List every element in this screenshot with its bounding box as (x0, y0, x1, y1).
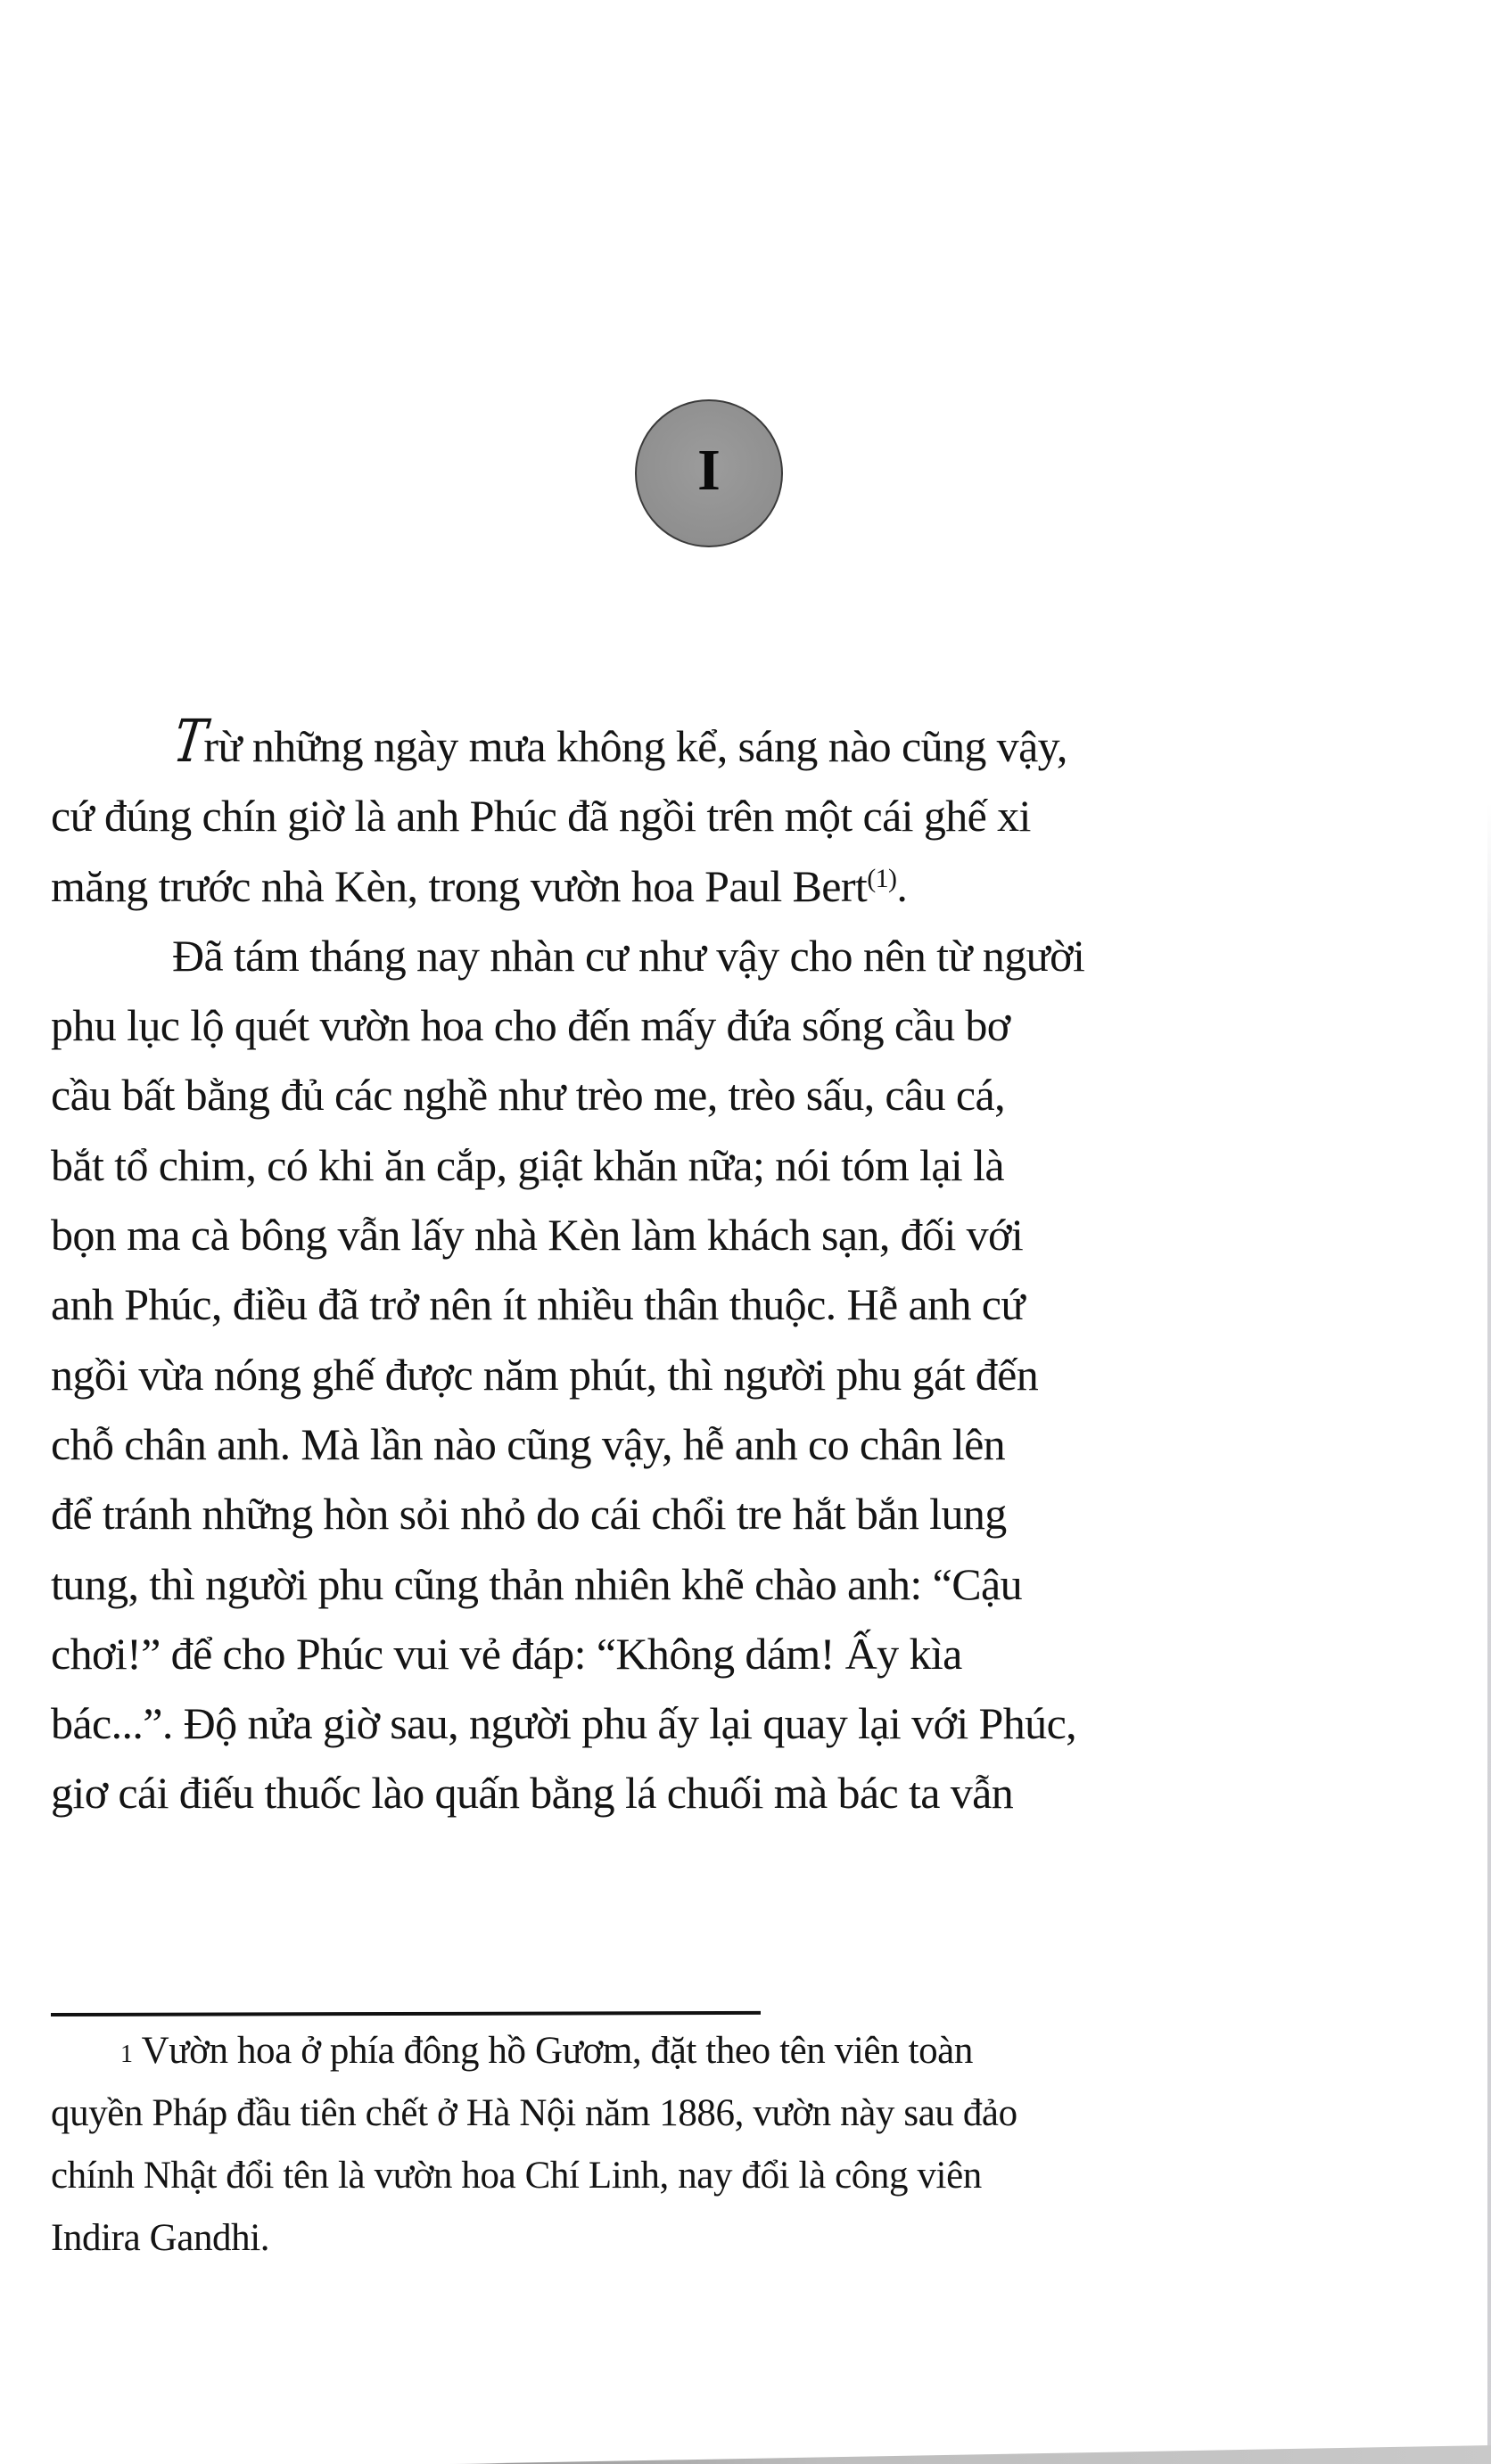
footnote-line: quyền Pháp đầu tiên chết ở Hà Nội năm 1886, vườn này sau đảo (51, 2092, 1017, 2134)
line-text: Đã tám tháng nay nhàn cư như vậy cho nên từ người (172, 930, 1085, 981)
text-line (51, 1340, 1331, 1409)
line-text: ngồi vừa nóng ghế được năm phút, thì người phu gát đến (51, 1349, 1039, 1400)
scan-shadow (0, 2437, 1491, 2464)
text-line (51, 1130, 1331, 1200)
drop-cap: T (169, 707, 210, 776)
line-text: bọn ma cà bông vẫn lấy nhà Kèn làm khách sạn, đối với (51, 1210, 1024, 1261)
text-line (51, 1409, 1331, 1479)
chapter-number-badge (635, 399, 783, 547)
text-line (51, 1479, 1331, 1548)
text-line (51, 707, 1331, 781)
text-line (51, 990, 1331, 1060)
text-line (51, 1060, 1331, 1129)
text-line: măng trước nhà Kèn, trong vườn hoa Paul Bert $^{(1)}$ . (51, 851, 1331, 921)
line-text: chơi!” để cho Phúc vui vẻ đáp: “Không dám! Ấy kìa (51, 1628, 962, 1679)
body-text (51, 707, 1331, 1828)
text-line (51, 1200, 1331, 1269)
line-text: phu lục lộ quét vườn hoa cho đến mấy đứa sống cầu bơ (51, 1000, 1010, 1051)
footnote-line: Indira Gandhi. (51, 2217, 270, 2259)
text-line (51, 1269, 1331, 1339)
line-text: cứ đúng chín giờ là anh Phúc đã ngồi trên một cái ghế xi (51, 791, 1031, 842)
line-text: giơ cái điếu thuốc lào quấn bằng lá chuối mà bác ta vẫn (51, 1768, 1014, 1819)
footnote-marker: 1 (120, 2041, 133, 2068)
footnote-line: $^1$ Vườn hoa ở phía đông hồ Gươm, đặt theo tên viên toàn (120, 2030, 973, 2072)
line-text: tung, thì người phu cũng thản nhiên khẽ chào anh: “Cậu (51, 1558, 1022, 1609)
line-text: bác...”. Độ nửa giờ sau, người phu ấy lại quay lại với Phúc, (51, 1698, 1077, 1749)
line-text: rừ những ngày mưa không kể, sáng nào cũng vậy, (203, 721, 1067, 771)
footnote-separator (51, 2011, 761, 2016)
text-line (51, 921, 1331, 990)
line-text: cầu bất bằng đủ các nghề như trèo me, trèo sấu, câu cá, (51, 1070, 1006, 1121)
line-text: để tránh những hòn sỏi nhỏ do cái chổi tre hắt bắn lung (51, 1489, 1007, 1540)
text-line (51, 1758, 1331, 1827)
footnote-line: chính Nhật đổi tên là vườn hoa Chí Linh, nay đổi là công viên (51, 2155, 982, 2197)
text-line (51, 1549, 1331, 1619)
line-text: măng trước nhà Kèn, trong vườn hoa Paul Bert (51, 860, 868, 911)
text-line (51, 1688, 1331, 1758)
footnote (51, 2020, 1317, 2270)
chapter-number: I (697, 438, 721, 503)
text-line (51, 1619, 1331, 1688)
line-text: anh Phúc, điều đã trở nên ít nhiều thân thuộc. Hễ anh cứ (51, 1279, 1025, 1330)
page-edge-shadow (1487, 802, 1491, 2464)
footnote-reference[interactable]: (1) (867, 863, 897, 893)
text-line (51, 781, 1331, 850)
line-text: bắt tổ chim, có khi ăn cắp, giật khăn nữa; nói tóm lại là (51, 1139, 1004, 1190)
line-text: chỗ chân anh. Mà lần nào cũng vậy, hễ anh co chân lên (51, 1418, 1006, 1469)
